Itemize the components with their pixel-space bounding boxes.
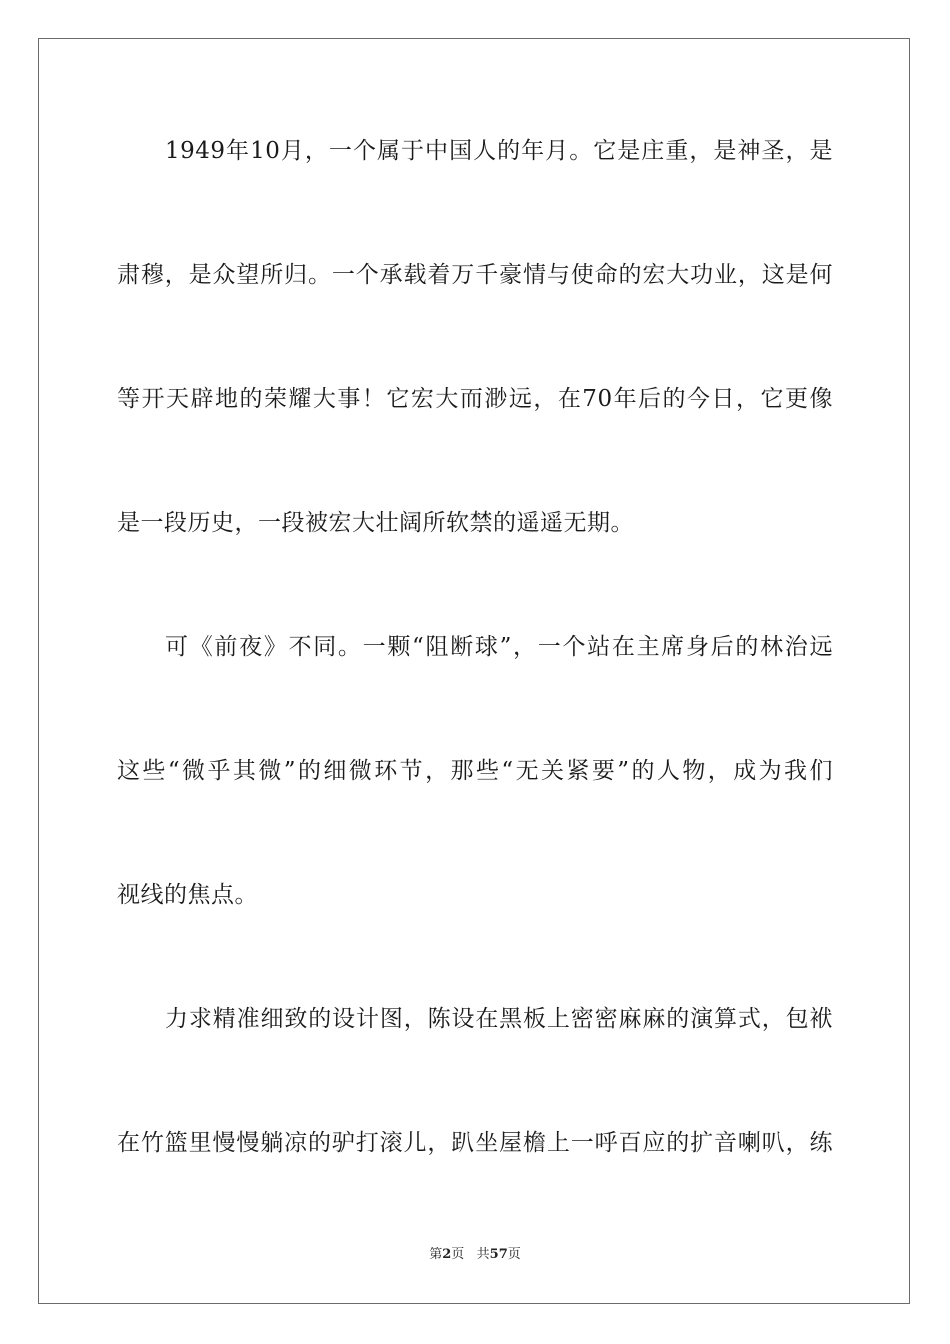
paragraph-1-line-4: 是一段历史，一段被宏大壮阔所软禁的遥遥无期。	[117, 510, 634, 536]
page-border	[38, 38, 910, 1304]
page-number-footer	[0, 1245, 950, 1265]
paragraph-2-line-3: 视线的焦点。	[117, 882, 258, 908]
page-suffix: 页	[507, 1247, 521, 1262]
paragraph-2-line-2: 这些“微乎其微”的细微环节，那些“无关紧要”的人物，成为我们	[117, 758, 833, 784]
paragraph-3-line-2: 在竹篮里慢慢躺凉的驴打滚儿，趴坐屋檐上一呼百应的扩音喇叭，练	[117, 1130, 833, 1156]
paragraph-1-line-3: 等开天辟地的荣耀大事！它宏大而渺远，在70年后的今日，它更像	[117, 386, 833, 412]
paragraph-1-line-1: 1949年10月，一个属于中国人的年月。它是庄重，是神圣，是	[165, 138, 833, 164]
page-mid: 页 共	[451, 1247, 490, 1262]
paragraph-1-line-2: 肃穆，是众望所归。一个承载着万千豪情与使命的宏大功业，这是何	[117, 262, 833, 288]
current-page-number: 2	[442, 1247, 452, 1262]
page-prefix: 第	[429, 1247, 443, 1262]
total-page-number: 57	[489, 1247, 508, 1262]
paragraph-2-line-1: 可《前夜》不同。一颗“阻断球”，一个站在主席身后的林治远	[165, 634, 833, 660]
paragraph-3-line-1: 力求精准细致的设计图，陈设在黑板上密密麻麻的演算式，包袱	[165, 1006, 833, 1032]
